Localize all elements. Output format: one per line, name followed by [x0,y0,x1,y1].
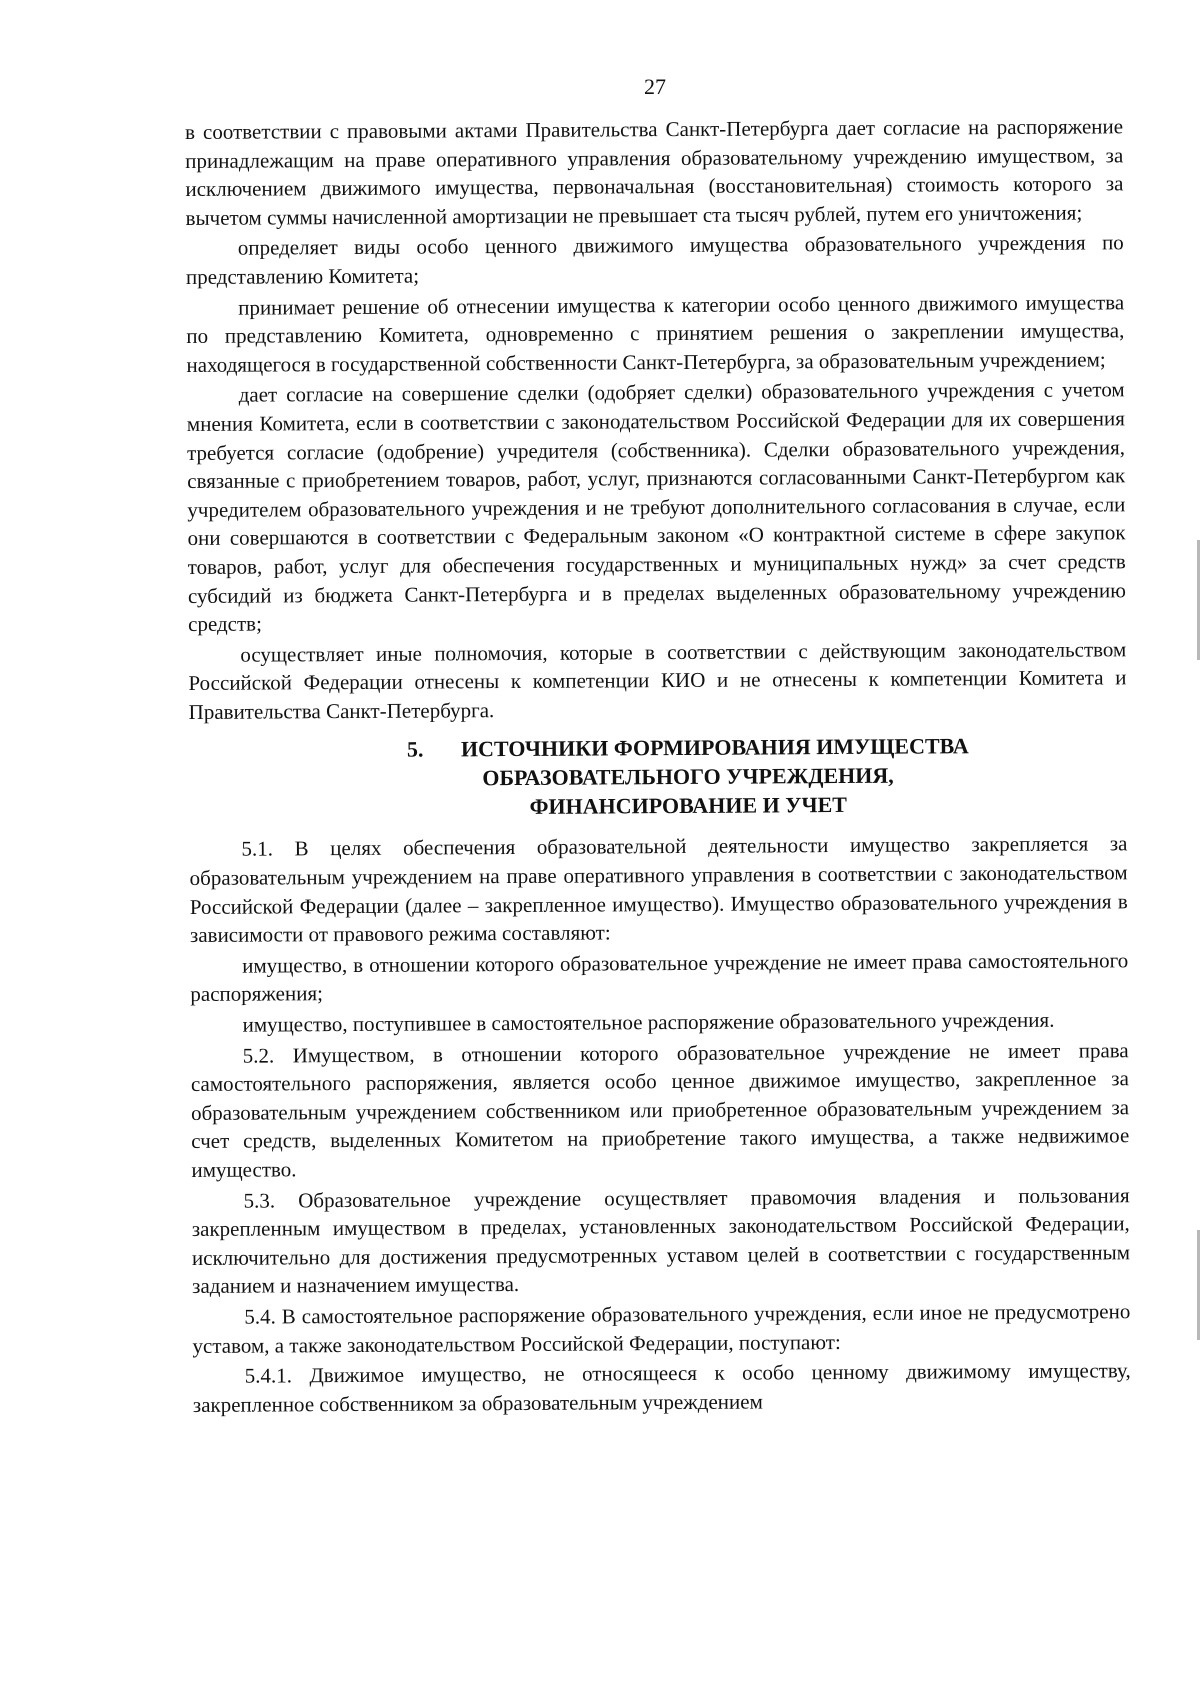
paragraph-5-1: 5.1. В целях обеспечения образовательной деятельности имущество закрепляется за образовательным учреждением на праве оперативного управления в соответствии с законодательством Российской Федерации (далее – закрепленное имущество). Имущество образовательного учреждения в зависимости от правового режима составляют: [189,831,1128,948]
paragraph-5-4: 5.4. В самостоятельное распоряжение образовательного учреждения, если иное не предусмотрено уставом, а также законодательством Российской Федерации, поступают: [192,1299,1131,1358]
intro-text-block [185,112,1131,1421]
section-5-number: 5. [406,737,424,763]
paragraph-consent-transactions: дает согласие на совершение сделки (одобряет сделки) образовательного учреждения с учетом мнения Комитета, если в соответствии с законодательством Российской Федерации для их совершения требуется согласие (одобрение) учредителя (собственника). Сделки образовательного учреждения, связанные с приобретением товаров, работ, услуг, признаются согласованными Санкт-Петербургом как учредителем образовательного учреждения и не требуют дополнительного согласования в случае, если они совершаются в соответствии с Федеральным законом «О контрактной системе в сфере закупок товаров, работ, услуг для обеспечения государственных и муниципальных нужд» за счет средств субсидий из бюджета Санкт-Петербурга и в пределах выделенных образовательному учреждению средств; [186,377,1126,637]
paragraph-categorization-decision: принимает решение об отнесении имущества к категории особо ценного движимого имущества по представлению Комитета, одновременно с принятием решения о закреплении имущества, находящегося в государственной собственности Санкт-Петербурга, за образовательным учреждением; [186,289,1125,377]
section-5-title-line-2: ОБРАЗОВАТЕЛЬНОГО УЧРЕЖДЕНИЯ, [482,763,894,791]
section-5-title-text-1: ИСТОЧНИКИ ФОРМИРОВАНИЯ ИМУЩЕСТВА [460,733,969,762]
paragraph-consent-disposal: в соответствии с правовыми актами Правительства Санкт-Петербурга дает согласие на распоряжение принадлежащим на праве оперативного управления образовательному учреждению имуществом, за исключением движимого имущества, первоначальная (восстановительная) стоимость которого за вычетом суммы начисленной амортизации не превышает ста тысяч рублей, путем его уничтожения; [185,114,1124,230]
paragraph-defines-types: определяет виды особо ценного движимого имущества образовательного учреждения по представлению Комитета; [185,230,1124,289]
paragraph-5-3: 5.3. Образовательное учреждение осуществляет правомочия владения и пользования закрепленным имуществом в пределах, установленных законодательством Российской Федерации, исключительно для достижения предусмотренных уставом целей в соответствии с государственным заданием и назначением имущества. [191,1182,1131,1299]
page-number: 27 [644,74,666,99]
section-5-heading [189,731,1128,824]
paragraph-5-1-item-a: имущество, в отношении которого образовательное учреждение не имеет права самостоятельного распоряжения; [190,948,1129,1007]
paragraph-5-2: 5.2. Имуществом, в отношении которого образовательное учреждение не имеет права самостоятельного распоряжения, является особо ценное движимое имущество, закрепленное за образовательным учреждением собственником или приобретенное образовательным учреждением за счет средств, выделенных Комитетом на приобретение такого имущества, а также недвижимое имущество. [190,1037,1130,1182]
paragraph-5-4-1: 5.4.1. Движимое имущество, не относящееся к особо ценному движимому имуществу, закрепленное собственником за образовательным учреждением [192,1358,1131,1417]
section-5-title-line-3: ФИНАНСИРОВАНИЕ И УЧЕТ [529,792,847,820]
paragraph-5-1-item-b: имущество, поступившее в самостоятельное распоряжение образовательного учреждения. [242,1007,1055,1037]
paragraph-other-powers: осуществляет иные полномочия, которые в соответствии с действующим законодательством Российской Федерации отнесены к компетенции КИО и не отнесены к компетенции Комитета и Правительства Санкт-Петербурга. [188,636,1127,724]
